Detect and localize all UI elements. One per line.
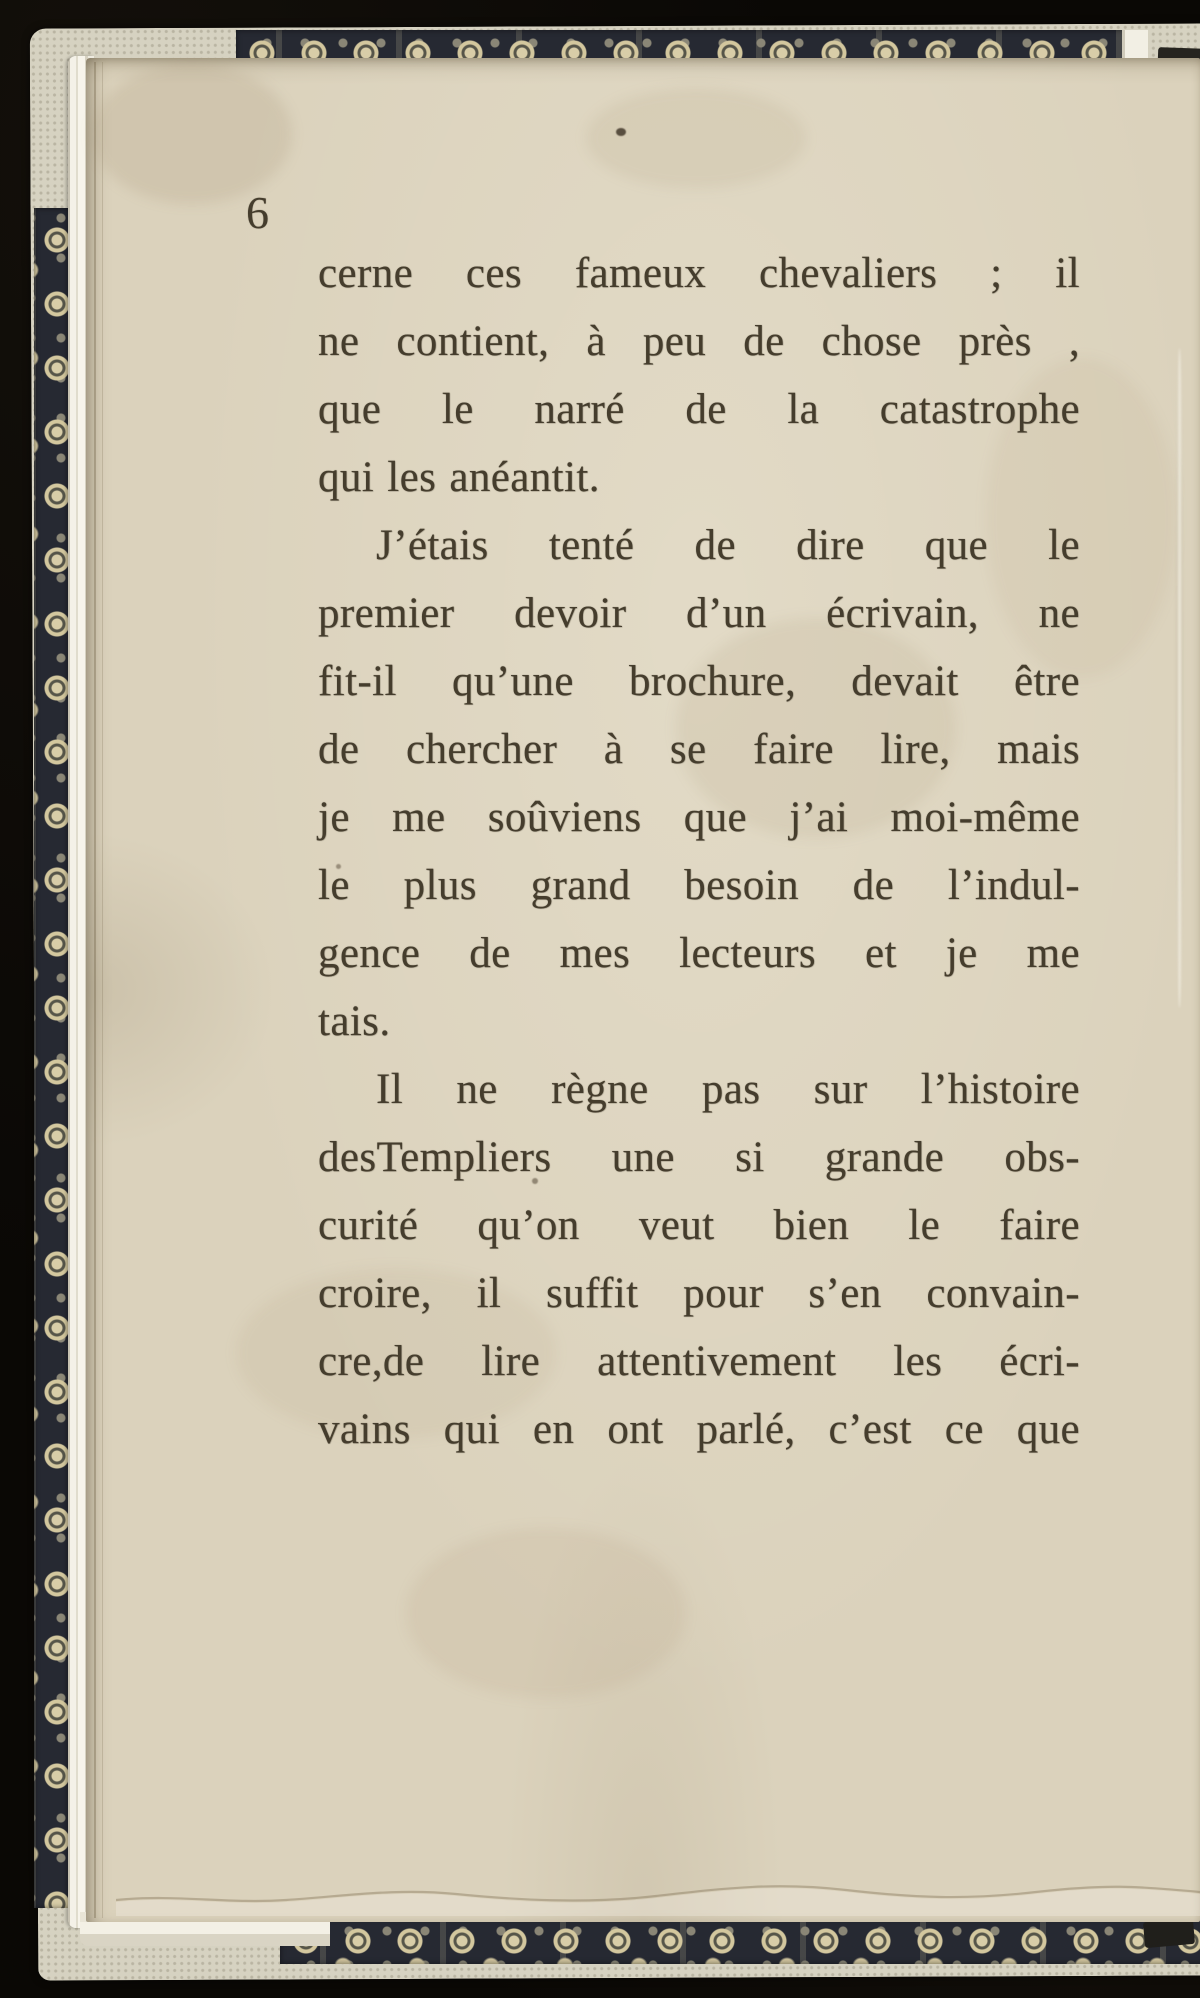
- ink-speck: [616, 128, 626, 136]
- text-line: desTempliers une si grande obs-: [318, 1134, 1080, 1181]
- text-line: le plus grand besoin de l’indul-: [318, 862, 1080, 909]
- text-line: vains qui en ont parlé, c’est ce que: [318, 1406, 1080, 1453]
- text-line: croire, il suffit pour s’en convain-: [318, 1270, 1080, 1317]
- scan-artifact-bottom-right: [1143, 1918, 1195, 1948]
- page-text: [318, 240, 1080, 1464]
- text-line: cre,de lire attentivement les écri-: [318, 1338, 1080, 1385]
- text-line: Il ne règne pas sur l’histoire: [376, 1066, 1080, 1113]
- paper-stain: [92, 64, 292, 204]
- page-crease: [1176, 348, 1183, 1008]
- deckle-edge-line: [116, 1870, 1200, 1916]
- text-line: ne contient, à peu de chose près ,: [318, 318, 1080, 365]
- text-line: de chercher à se faire lire, mais: [318, 726, 1080, 773]
- page-number: 6: [246, 187, 269, 238]
- paper-stain: [586, 88, 806, 188]
- text-line: tais.: [318, 998, 391, 1045]
- text-line: fit-il qu’une brochure, devait être: [318, 658, 1080, 705]
- text-line: je me soûviens que j’ai moi-même: [318, 794, 1080, 841]
- text-line: que le narré de la catastrophe: [318, 386, 1080, 433]
- page-edge-sliver: [1122, 30, 1148, 60]
- paper-stain: [406, 1528, 686, 1698]
- text-line: qui les anéantit.: [318, 454, 600, 501]
- marbled-endpaper-bottom: [280, 1918, 1200, 1964]
- text-line: gence de mes lecteurs et je me: [318, 930, 1080, 977]
- text-line: cerne ces fameux chevaliers ; il: [318, 250, 1080, 297]
- text-line: curité qu’on veut bien le faire: [318, 1202, 1080, 1249]
- text-line: J’étais tenté de dire que le: [376, 522, 1080, 569]
- text-line: premier devoir d’un écrivain, ne: [318, 590, 1080, 637]
